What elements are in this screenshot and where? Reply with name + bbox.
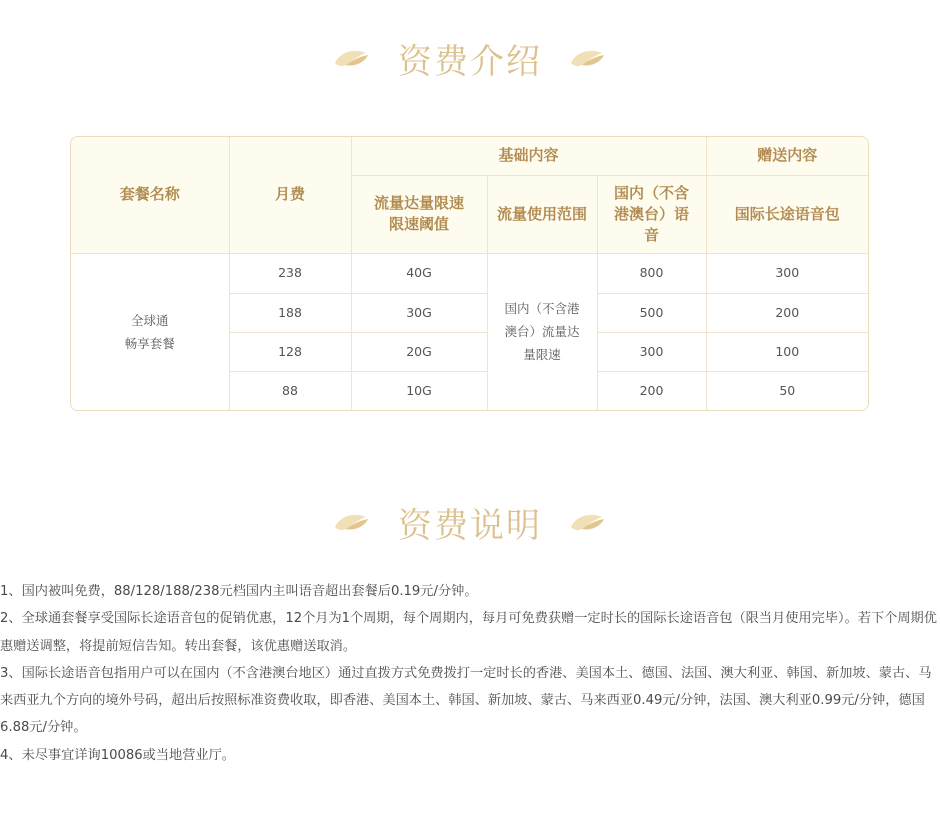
cell-fee: 188 [229, 293, 351, 332]
cell-threshold: 30G [351, 293, 487, 332]
header-basic-group: 基础内容 [351, 137, 706, 175]
note-item: 1、国内被叫免费，88/128/188/238元档国内主叫语音超出套餐后0.19元/分钟。 [0, 584, 478, 599]
cell-fee: 128 [229, 332, 351, 371]
header-speed-limit-line1: 流量达量限速 [373, 194, 464, 212]
cell-usage-scope [487, 253, 597, 410]
cell-domestic-voice: 200 [597, 371, 706, 410]
header-speed-limit [351, 175, 487, 253]
cell-domestic-voice: 500 [597, 293, 706, 332]
cell-plan-name [71, 253, 229, 410]
cell-fee: 238 [229, 253, 351, 293]
cell-domestic-voice: 800 [597, 253, 706, 293]
cell-domestic-voice: 300 [597, 332, 706, 371]
gold-leaf-icon-left [332, 46, 372, 70]
pricing-notes [0, 578, 940, 769]
note-item: 4、未尽事宜详询10086或当地营业厅。 [0, 747, 235, 763]
header-domestic-voice [597, 175, 706, 253]
plan-name-line2: 畅享套餐 [124, 335, 175, 351]
cell-intl-voice: 100 [706, 332, 868, 371]
gold-leaf-icon-right [568, 46, 608, 70]
cell-threshold: 20G [351, 332, 487, 371]
note-item: 3、国际长途语音包指用户可以在国内（不含港澳台地区）通过直拨方式免费拨打一定时长的香港、美国本土、德国、法国、澳大利亚、韩国、新加坡、蒙古、马来西亚九个方向的境外号码，超出后按照标准资费收取，即香港、美国本土、韩国、新加坡、蒙古、马来西亚0.49元/分钟，法国、澳大利亚0.99元/分钟，德国6.88元/分钟。 [0, 665, 932, 736]
header-domestic-voice-line3: 音 [644, 225, 660, 244]
scope-line1: 国内（不含港 [504, 301, 580, 316]
pricing-table [70, 136, 869, 411]
cell-intl-voice: 50 [706, 371, 868, 410]
header-usage-scope: 流量使用范围 [487, 175, 597, 253]
header-monthly-fee: 月费 [229, 137, 351, 253]
header-gift-group: 赠送内容 [706, 137, 868, 175]
note-item: 2、全球通套餐享受国际长途语音包的促销优惠，12个月为1个周期，每个周期内，每月可免费获赠一定时长的国际长途语音包（限当月使用完毕）。若下个周期优惠赠送调整，将提前短信告知。转出套餐，该优惠赠送取消。 [0, 611, 937, 654]
section-title-text: 资费说明 [398, 505, 542, 546]
cell-intl-voice: 200 [706, 293, 868, 332]
header-speed-limit-line2: 限速阈值 [388, 215, 449, 233]
cell-threshold: 40G [351, 253, 487, 293]
header-domestic-voice-line1: 国内（不含 [614, 183, 690, 202]
gold-leaf-icon-right [568, 510, 608, 534]
cell-fee: 88 [229, 371, 351, 410]
section-title-description [0, 497, 940, 547]
header-intl-voice: 国际长途语音包 [706, 175, 868, 253]
section-title-text: 资费介绍 [398, 41, 542, 82]
cell-threshold: 10G [351, 371, 487, 410]
scope-line2: 澳台）流量达 [504, 324, 580, 339]
gold-leaf-icon-left [332, 510, 372, 534]
header-plan-name: 套餐名称 [71, 137, 229, 253]
table-row [71, 253, 868, 293]
scope-line3: 量限速 [523, 347, 561, 362]
header-domestic-voice-line2: 港澳台）语 [614, 204, 690, 223]
cell-intl-voice: 300 [706, 253, 868, 293]
section-title-pricing [0, 33, 940, 83]
plan-name-line1: 全球通 [130, 312, 169, 328]
